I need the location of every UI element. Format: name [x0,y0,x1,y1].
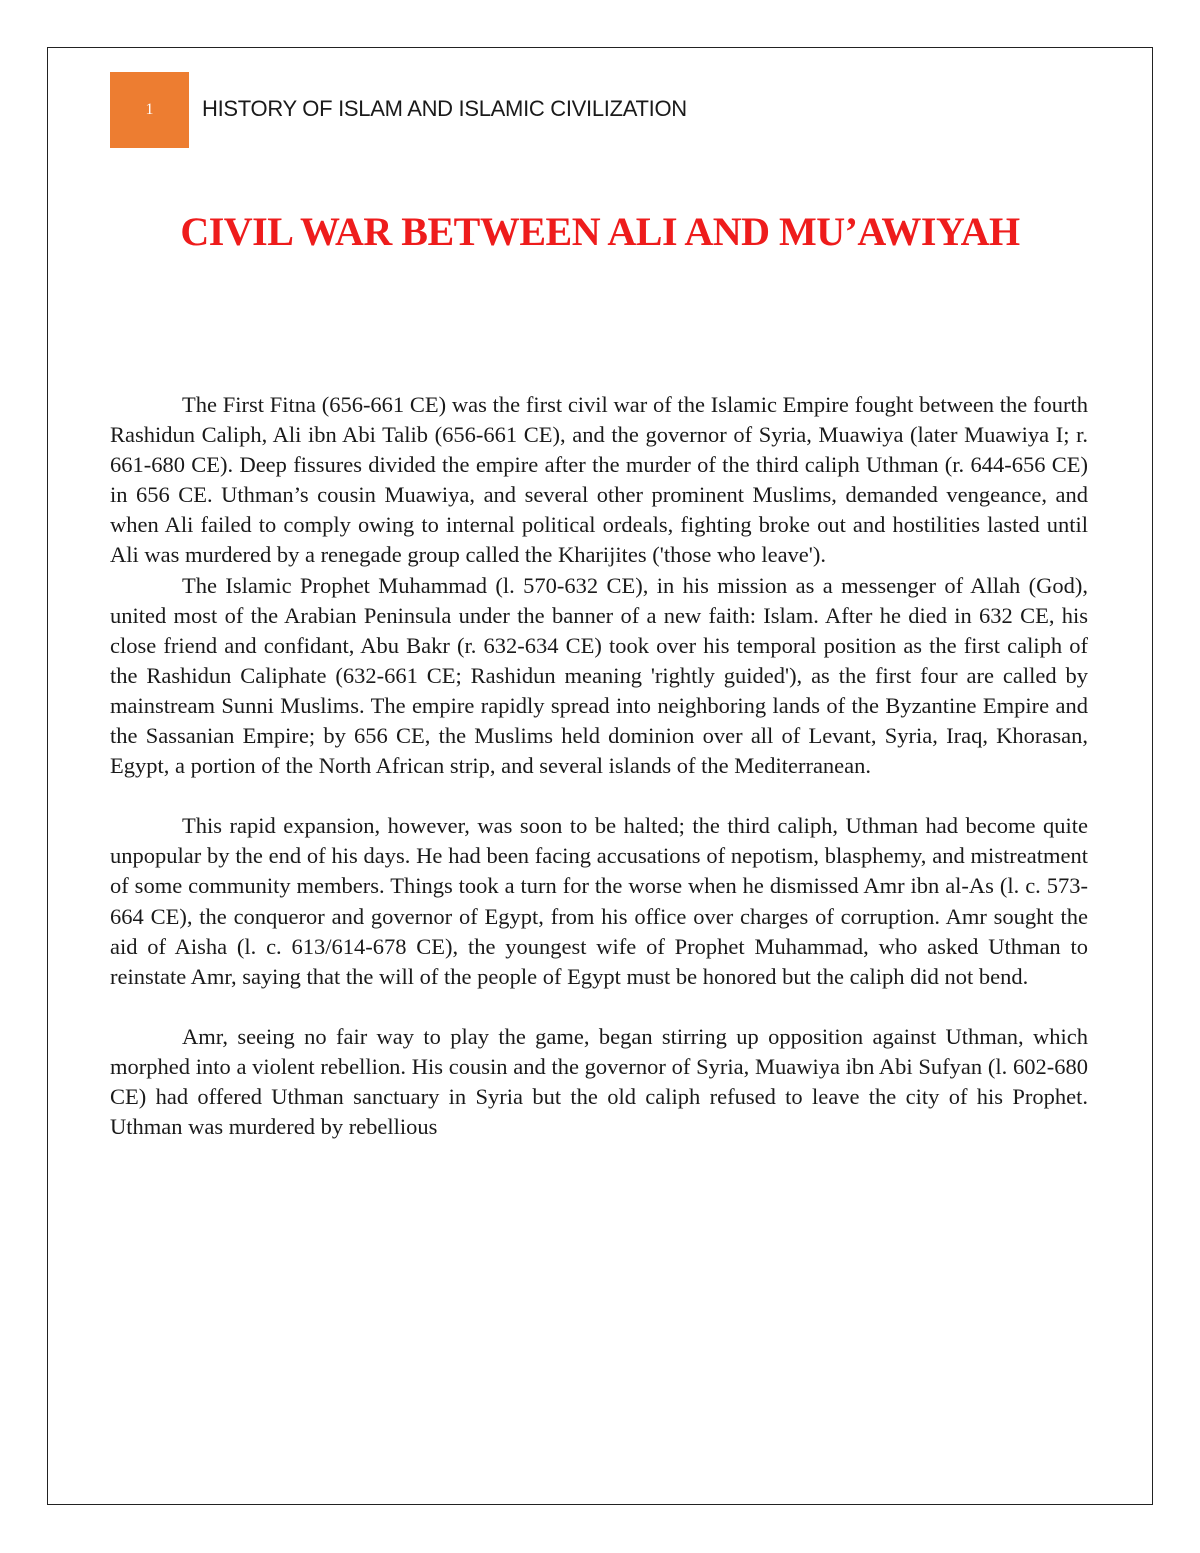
paragraph-2: The Islamic Prophet Muhammad (l. 570-632 CE), in his mission as a messenger of Allah (God), united most of the Arabian Peninsula under the banner of a new faith: Islam. After he died in 632 CE, his close friend and confidant, Abu Bakr (r. 632-634 CE) took over his temporal position as the first caliph of the Rashidun Caliphate (632-661 CE; Rashidun meaning 'rightly guided'), as the first four are called by mainstream Sunni Muslims. The empire rapidly spread into neighboring lands of the Byzantine Empire and the Sassanian Empire; by 656 CE, the Muslims held dominion over all of Levant, Syria, Iraq, Khorasan, Egypt, a portion of the North African strip, and several islands of the Mediterranean. [110,572,1088,779]
document-body [110,390,1088,1142]
page-number-badge [110,72,189,148]
paragraph-3: This rapid expansion, however, was soon to be halted; the third caliph, Uthman had become quite unpopular by the end of his days. He had been facing accusations of nepotism, blasphemy, and mistreatment of some community members. Things took a turn for the worse when he dismissed Amr ibn al-As (l. c. 573-664 CE), the conqueror and governor of Egypt, from his office over charges of corruption. Amr sought the aid of Aisha (l. c. 613/614-678 CE), the youngest wife of Prophet Muhammad, who asked Uthman to reinstate Amr, saying that the will of the people of Egypt must be honored but the caliph did not bend. [110,813,1088,989]
paragraph-4: Amr, seeing no fair way to play the game, began stirring up opposition against Uthman, which morphed into a violent rebellion. His cousin and the governor of Syria, Muawiya ibn Abi Sufyan (l. 602-680 CE) had offered Uthman sanctuary in Syria but the old caliph refused to leave the city of his Prophet. Uthman was murdered by rebellious [110,1023,1088,1140]
document-title: CIVIL WAR BETWEEN ALI AND MU’AWIYAH [180,209,1020,254]
running-header-title: HISTORY OF ISLAM AND ISLAMIC CIVILIZATION [202,96,687,121]
paragraph-1: The First Fitna (656-661 CE) was the first civil war of the Islamic Empire fought between the fourth Rashidun Caliph, Ali ibn Abi Talib (656-661 CE), and the governor of Syria, Muawiya (later Muawiya I; r. 661-680 CE). Deep fissures divided the empire after the murder of the third caliph Uthman (r. 644-656 CE) in 656 CE. Uthman’s cousin Muawiya, and several other prominent Muslims, demanded vengeance, and when Ali failed to comply owing to internal political ordeals, fighting broke out and hostilities lasted until Ali was murdered by a renegade group called the Kharijites ('those who leave'). [110,392,1088,568]
page-number: 1 [145,101,154,118]
